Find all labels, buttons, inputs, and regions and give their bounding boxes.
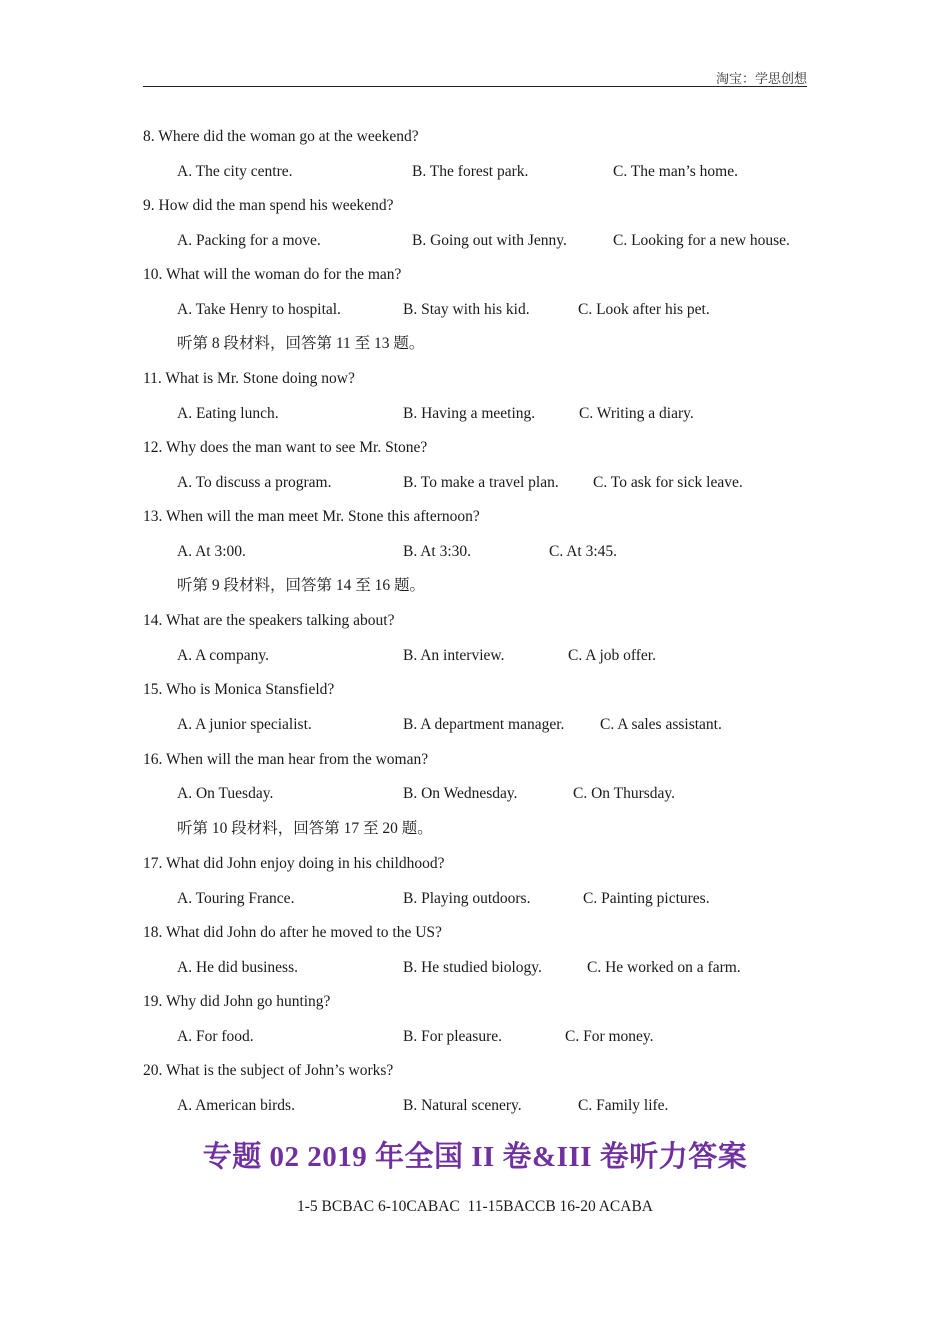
q8-option-b: B. The forest park. (412, 163, 529, 180)
q18-option-b: B. He studied biology. (403, 959, 542, 976)
q16-option-c: C. On Thursday. (573, 785, 676, 802)
q11-option-a: A. Eating lunch. (177, 405, 279, 422)
header-rule (143, 86, 807, 87)
question-9: 9. How did the man spend his weekend? (143, 197, 394, 214)
q20-option-a: A. American birds. (177, 1097, 295, 1114)
q12-option-c: C. To ask for sick leave. (593, 474, 743, 491)
question-8: 8. Where did the woman go at the weekend? (143, 128, 419, 145)
q14-option-b: B. An interview. (403, 647, 505, 664)
q14-option-c: C. A job offer. (568, 647, 656, 664)
q13-option-a: A. At 3:00. (177, 543, 246, 560)
question-13: 13. When will the man meet Mr. Stone this afternoon? (143, 508, 480, 525)
section-9-instruction: 听第 9 段材料，回答第 14 至 16 题。 (177, 577, 426, 594)
q20-option-b: B. Natural scenery. (403, 1097, 522, 1114)
q9-option-b: B. Going out with Jenny. (412, 232, 567, 249)
q11-option-b: B. Having a meeting. (403, 405, 536, 422)
q10-option-b: B. Stay with his kid. (403, 301, 530, 318)
question-18: 18. What did John do after he moved to the US? (143, 924, 442, 941)
q8-option-c: C. The man’s home. (613, 163, 738, 180)
q15-option-c: C. A sales assistant. (600, 716, 722, 733)
question-11: 11. What is Mr. Stone doing now? (143, 370, 355, 387)
question-12: 12. Why does the man want to see Mr. Stone? (143, 439, 428, 456)
q16-option-a: A. On Tuesday. (177, 785, 274, 802)
q15-option-b: B. A department manager. (403, 716, 565, 733)
question-16: 16. When will the man hear from the woman? (143, 751, 429, 768)
question-10: 10. What will the woman do for the man? (143, 266, 402, 283)
q20-option-c: C. Family life. (578, 1097, 669, 1114)
question-20: 20. What is the subject of John’s works? (143, 1062, 394, 1079)
q8-option-a: A. The city centre. (177, 163, 293, 180)
header-watermark: 淘宝：学思创想 (715, 71, 807, 86)
q17-option-c: C. Painting pictures. (583, 890, 710, 907)
q15-option-a: A. A junior specialist. (177, 716, 312, 733)
q10-option-c: C. Look after his pet. (578, 301, 710, 318)
q18-option-a: A. He did business. (177, 959, 298, 976)
answer-section-title: 专题 02 2019 年全国 II 卷&III 卷听力答案 (202, 1141, 748, 1173)
q12-option-b: B. To make a travel plan. (403, 474, 559, 491)
q17-option-b: B. Playing outdoors. (403, 890, 531, 907)
q12-option-a: A. To discuss a program. (177, 474, 332, 491)
q19-option-a: A. For food. (177, 1028, 254, 1045)
q14-option-a: A. A company. (177, 647, 269, 664)
question-15: 15. Who is Monica Stansfield? (143, 681, 335, 698)
q16-option-b: B. On Wednesday. (403, 785, 518, 802)
q9-option-c: C. Looking for a new house. (613, 232, 790, 249)
q13-option-c: C. At 3:45. (549, 543, 618, 560)
q19-option-c: C. For money. (565, 1028, 654, 1045)
answer-key: 1-5 BCBAC 6-10CABAC 11-15BACCB 16-20 ACABA (297, 1198, 653, 1215)
q10-option-a: A. Take Henry to hospital. (177, 301, 341, 318)
q17-option-a: A. Touring France. (177, 890, 295, 907)
section-10-instruction: 听第 10 段材料，回答第 17 至 20 题。 (177, 820, 433, 837)
question-17: 17. What did John enjoy doing in his childhood? (143, 855, 445, 872)
q9-option-a: A. Packing for a move. (177, 232, 321, 249)
section-8-instruction: 听第 8 段材料，回答第 11 至 13 题。 (177, 335, 425, 352)
q19-option-b: B. For pleasure. (403, 1028, 503, 1045)
q13-option-b: B. At 3:30. (403, 543, 472, 560)
question-14: 14. What are the speakers talking about? (143, 612, 395, 629)
q18-option-c: C. He worked on a farm. (587, 959, 741, 976)
question-19: 19. Why did John go hunting? (143, 993, 331, 1010)
q11-option-c: C. Writing a diary. (579, 405, 694, 422)
